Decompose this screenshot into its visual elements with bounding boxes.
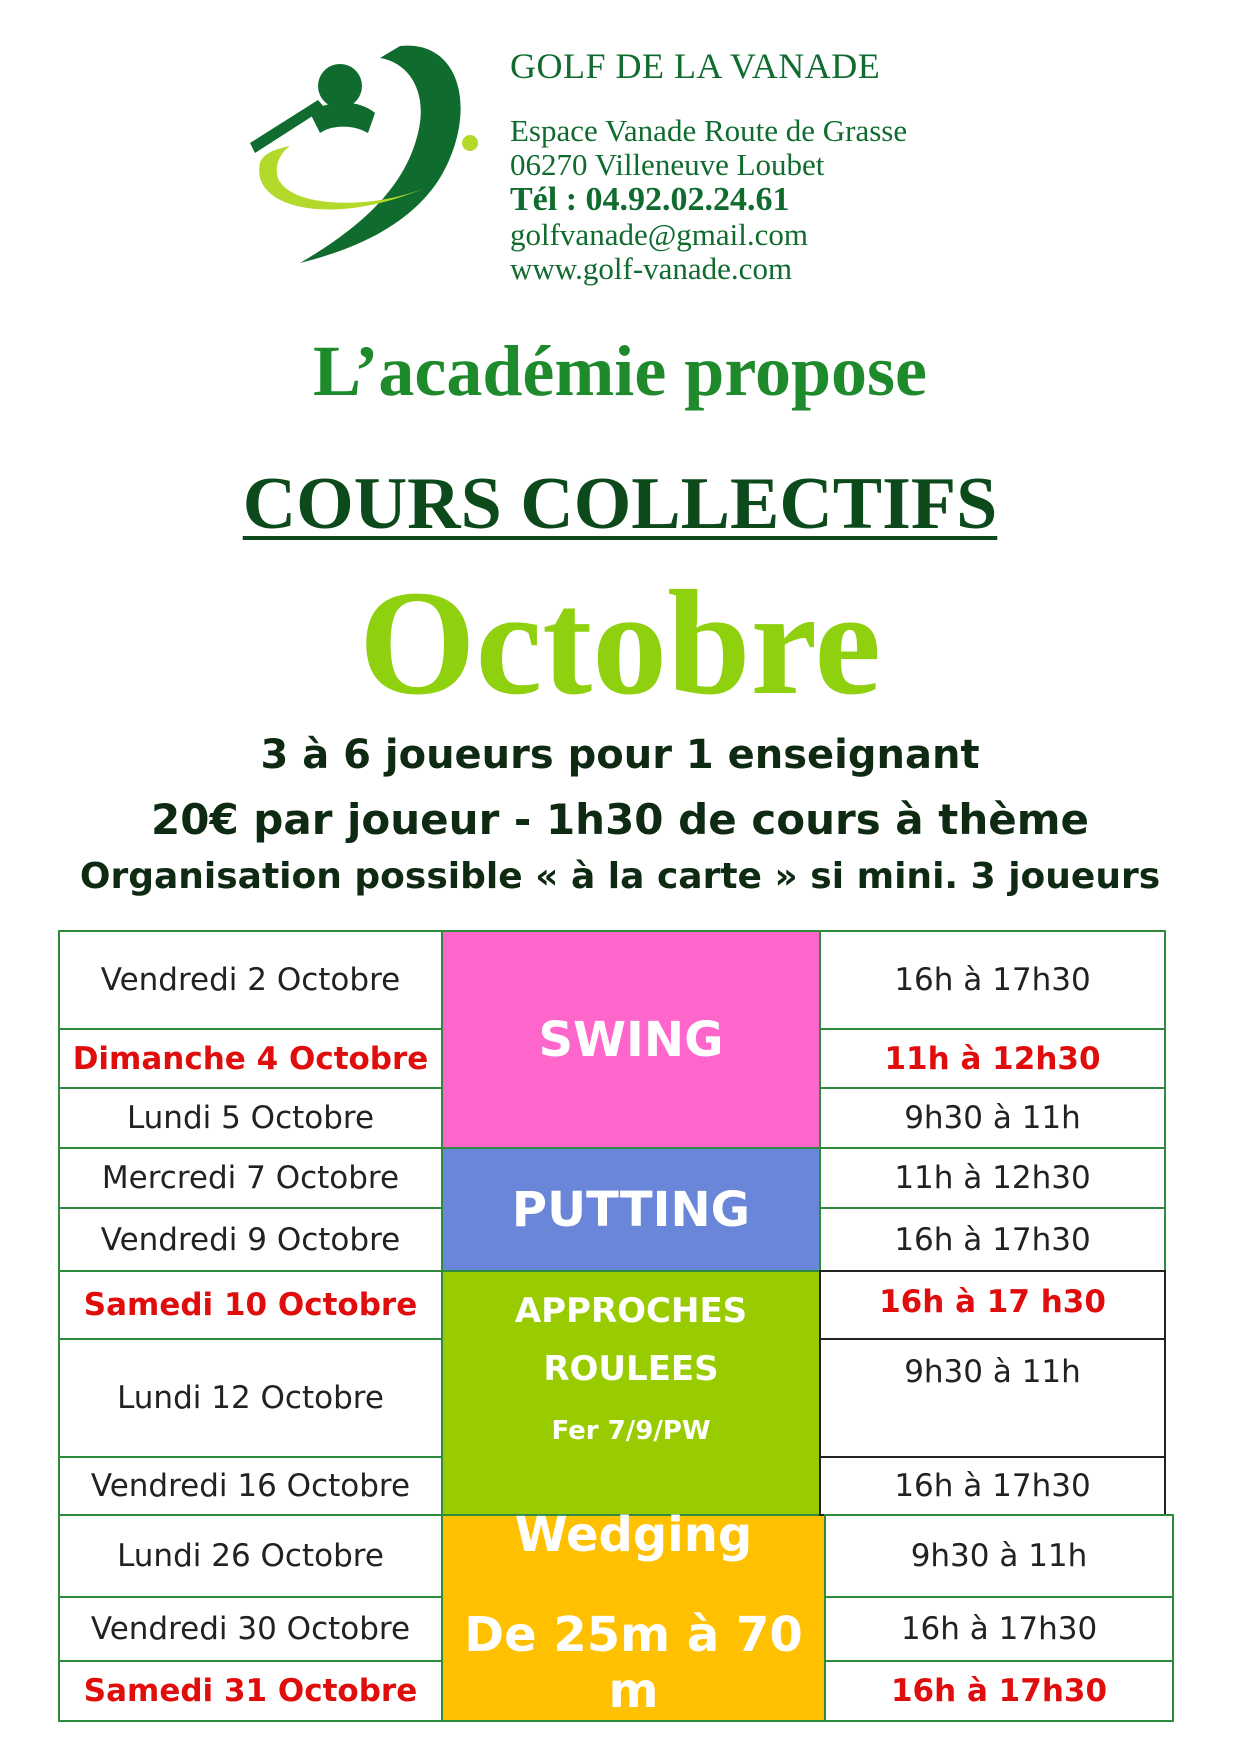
time-cell: 9h30 à 11h — [819, 1087, 1166, 1149]
date-cell: Vendredi 2 Octobre — [58, 930, 443, 1030]
time-cell: 11h à 12h30 — [819, 1147, 1166, 1209]
time-cell: 16h à 17h30 — [819, 930, 1166, 1030]
organisation-info: Organisation possible « à la carte » si mini. 3 joueurs — [79, 856, 1161, 897]
price-info: 20€ par joueur - 1h30 de cours à thème — [151, 795, 1089, 844]
theme-wedging-note: De 25m à 70 m — [464, 1607, 803, 1719]
page-title: COURS COLLECTIFS — [242, 463, 998, 545]
time-cell: 16h à 17h30 — [824, 1596, 1174, 1662]
time-cell: 9h30 à 11h — [819, 1338, 1166, 1458]
academie-subtitle: L’académie propose — [312, 331, 927, 411]
email-link[interactable]: golfvanade@gmail.com — [510, 217, 808, 252]
theme-putting — [441, 1147, 821, 1272]
date-cell: Lundi 12 Octobre — [58, 1338, 443, 1458]
address-line-2: 06270 Villeneuve Loubet — [510, 147, 825, 182]
theme-approches-note: Fer 7/9/PW — [551, 1416, 711, 1446]
date-cell: Samedi 31 Octobre — [58, 1660, 443, 1722]
month-title: Octobre — [358, 560, 882, 726]
time-cell: 16h à 17h30 — [819, 1207, 1166, 1272]
date-cell: Lundi 5 Octobre — [58, 1087, 443, 1149]
date-cell: Vendredi 16 Octobre — [58, 1456, 443, 1516]
time-cell: 16h à 17 h30 — [819, 1270, 1166, 1340]
contact-block — [510, 44, 907, 286]
theme-wedging-label: Wedging — [514, 1507, 753, 1563]
theme-swing-label: SWING — [538, 1011, 724, 1068]
theme-approches-line2: ROULEES — [543, 1349, 719, 1389]
time-cell: 16h à 17h30 — [819, 1456, 1166, 1516]
time-cell: 11h à 12h30 — [819, 1028, 1166, 1089]
theme-approches — [441, 1270, 821, 1516]
golf-logo-icon — [250, 38, 490, 268]
theme-wedging — [441, 1507, 826, 1722]
phone: Tél : 04.92.02.24.61 — [510, 181, 790, 218]
date-cell: Vendredi 9 Octobre — [58, 1207, 443, 1272]
date-cell: Vendredi 30 Octobre — [58, 1596, 443, 1662]
players-info: 3 à 6 joueurs pour 1 enseignant — [260, 732, 980, 778]
theme-swing — [441, 930, 821, 1149]
time-cell: 9h30 à 11h — [824, 1514, 1174, 1598]
date-cell: Samedi 10 Octobre — [58, 1270, 443, 1340]
website-link[interactable]: www.golf-vanade.com — [510, 251, 793, 286]
address-line-1: Espace Vanade Route de Grasse — [510, 113, 908, 148]
time-cell: 16h à 17h30 — [824, 1660, 1174, 1722]
theme-putting-label: PUTTING — [511, 1181, 751, 1238]
date-cell: Mercredi 7 Octobre — [58, 1147, 443, 1209]
date-cell: Dimanche 4 Octobre — [58, 1028, 443, 1089]
date-cell: Lundi 26 Octobre — [58, 1514, 443, 1598]
club-name: GOLF DE LA VANADE — [510, 46, 881, 86]
theme-approches-line1: APPROCHES — [514, 1291, 748, 1331]
